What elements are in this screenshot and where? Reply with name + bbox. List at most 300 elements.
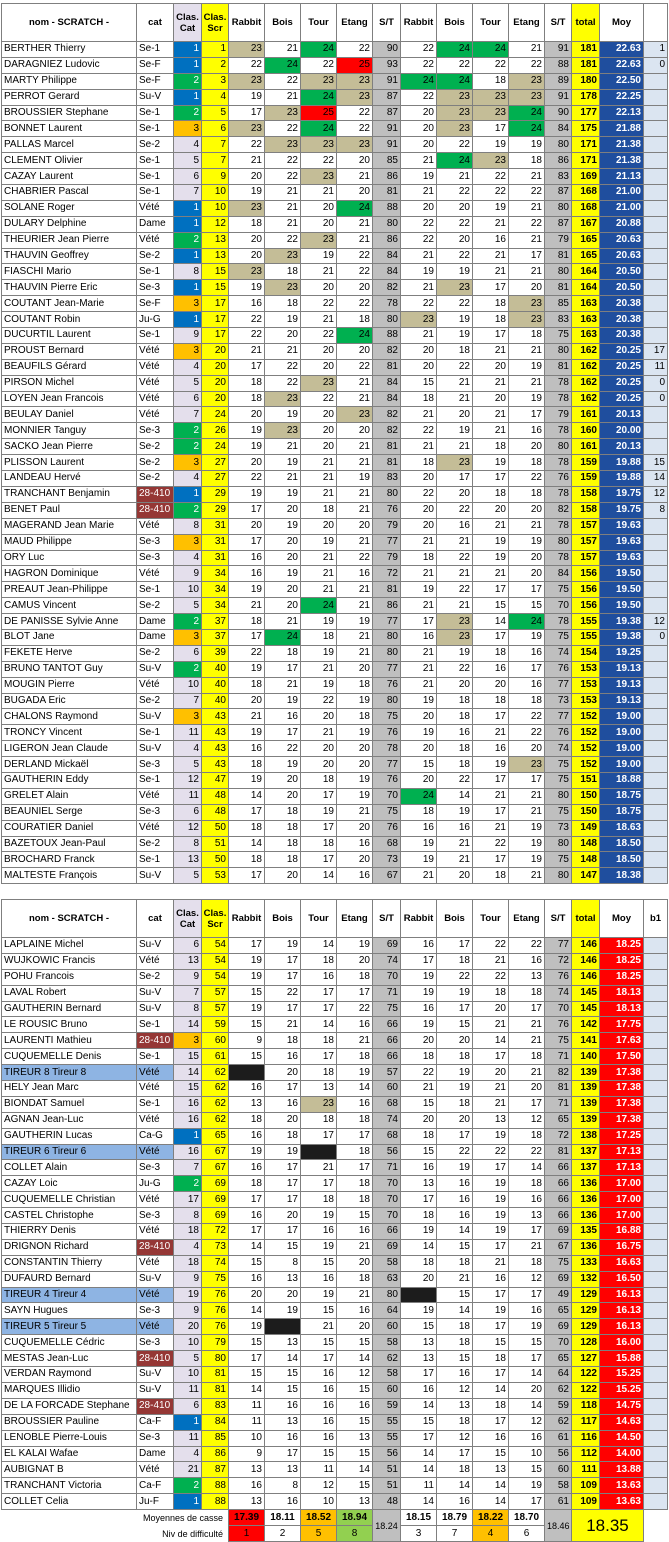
cell-rabbit-1: 16 (229, 1208, 265, 1224)
cell-etang-2: 20 (509, 741, 545, 757)
cell-total: 162 (572, 375, 600, 391)
cell-b1 (644, 868, 668, 884)
cell-cat: Su-V (137, 661, 174, 677)
col-rabbit-2: Rabbit (401, 4, 437, 42)
cell-moy: 17.63 (600, 1033, 644, 1049)
cell-bois-2: 15 (437, 1351, 473, 1367)
cell-st-2: 59 (545, 1398, 572, 1414)
cell-st-2: 80 (545, 534, 572, 550)
cell-st-2: 81 (545, 1144, 572, 1160)
cell-etang-1: 20 (337, 153, 373, 169)
cell-tour-1: 18 (301, 836, 337, 852)
cell-etang-1: 20 (337, 741, 373, 757)
cell-cat: Se-1 (137, 105, 174, 121)
cell-clas-cat: 7 (174, 693, 202, 709)
results-table-2 (1, 899, 668, 1542)
cell-total: 139 (572, 1081, 600, 1097)
cell-st-2: 80 (545, 137, 572, 153)
table-row (2, 645, 668, 661)
cell-total: 129 (572, 1303, 600, 1319)
cell-bois-1: 13 (265, 1335, 301, 1351)
cell-st-2: 75 (545, 1033, 572, 1049)
cell-bois-2: 19 (437, 264, 473, 280)
cell-cat: Su-V (137, 938, 174, 954)
cell-etang-2: 19 (509, 1478, 545, 1494)
cell-st-1: 70 (373, 969, 401, 985)
cell-moy: 20.50 (600, 280, 644, 296)
cell-bois-2: 22 (437, 772, 473, 788)
cell-bois-1: 23 (265, 280, 301, 296)
cell-clas-scr: 74 (202, 1255, 229, 1271)
cell-rabbit-2: 20 (401, 741, 437, 757)
cell-etang-2: 19 (509, 836, 545, 852)
cell-tour-2: 19 (473, 455, 509, 471)
cell-total: 163 (572, 312, 600, 328)
cell-cat: Se-2 (137, 598, 174, 614)
cell-total: 109 (572, 1494, 600, 1510)
cell-tour-1: 20 (301, 359, 337, 375)
cell-etang-1: 21 (337, 375, 373, 391)
cell-b1 (644, 312, 668, 328)
cell-clas-scr: 43 (202, 725, 229, 741)
cell-clas-cat: 13 (174, 852, 202, 868)
cell-st-2: 77 (545, 938, 572, 954)
cell-clas-cat: 4 (174, 1446, 202, 1462)
cell-tour-1: 17 (301, 1128, 337, 1144)
cell-rabbit-2: 16 (401, 1160, 437, 1176)
cell-name: CHABRIER Pascal (2, 185, 137, 201)
cell-moy: 13.63 (600, 1494, 644, 1510)
cell-clas-scr: 10 (202, 200, 229, 216)
cell-clas-scr: 40 (202, 693, 229, 709)
niv-label: Niv de difficulté (162, 1528, 223, 1539)
cell-rabbit-2: 21 (401, 153, 437, 169)
cell-clas-scr: 88 (202, 1478, 229, 1494)
cell-etang-2: 18 (509, 486, 545, 502)
cell-st-2: 75 (545, 757, 572, 773)
cell-rabbit-1: 23 (229, 264, 265, 280)
cell-total: 162 (572, 343, 600, 359)
cell-st-1: 74 (373, 953, 401, 969)
cell-rabbit-1: 13 (229, 1494, 265, 1510)
cell-tour-1: 20 (301, 407, 337, 423)
cell-st-1: 60 (373, 1319, 401, 1335)
cell-etang-2: 18 (509, 1176, 545, 1192)
cell-name: SAYN Hugues (2, 1303, 137, 1319)
cell-moy: 19.50 (600, 598, 644, 614)
cell-tour-1: 20 (301, 439, 337, 455)
cell-clas-cat: 4 (174, 550, 202, 566)
cell-bois-1: 18 (265, 820, 301, 836)
cell-clas-scr: 51 (202, 836, 229, 852)
cell-clas-scr: 53 (202, 868, 229, 884)
table-row (2, 1049, 668, 1065)
results-table-1 (1, 3, 668, 884)
cell-b1 (644, 407, 668, 423)
cell-st-2: 65 (545, 1303, 572, 1319)
cell-rabbit-2: 21 (401, 677, 437, 693)
niv-tour-2: 4 (473, 1526, 509, 1542)
cell-clas-scr: 57 (202, 985, 229, 1001)
cell-tour-1: 20 (301, 200, 337, 216)
cell-tour-1: 23 (301, 169, 337, 185)
cell-rabbit-1: 22 (229, 312, 265, 328)
cell-etang-2: 20 (509, 1081, 545, 1097)
cell-b1 (644, 1351, 668, 1367)
cell-st-1: 91 (373, 137, 401, 153)
table-row (2, 1239, 668, 1255)
cell-rabbit-1: 19 (229, 661, 265, 677)
cell-st-2: 78 (545, 391, 572, 407)
cell-rabbit-1: 20 (229, 518, 265, 534)
cell-bois-1: 17 (265, 969, 301, 985)
cell-etang-2: 14 (509, 1160, 545, 1176)
cell-clas-scr: 69 (202, 1208, 229, 1224)
cell-tour-1: 21 (301, 725, 337, 741)
cell-rabbit-2: 20 (401, 200, 437, 216)
cell-rabbit-1: 20 (229, 248, 265, 264)
cell-rabbit-2: 20 (401, 359, 437, 375)
cell-name: BENET Paul (2, 502, 137, 518)
cell-total: 137 (572, 1144, 600, 1160)
col-tour-2: Tour (473, 4, 509, 42)
cell-st-1: 76 (373, 677, 401, 693)
col-b1 (644, 4, 668, 42)
cell-tour-1: 22 (301, 328, 337, 344)
cell-total: 111 (572, 1462, 600, 1478)
cell-etang-1: 19 (337, 1065, 373, 1081)
cell-clas-scr: 27 (202, 471, 229, 487)
cell-cat: Se-F (137, 296, 174, 312)
cell-st-2: 73 (545, 820, 572, 836)
table-row (2, 264, 668, 280)
cell-total: 122 (572, 1382, 600, 1398)
cell-st-1: 80 (373, 1287, 401, 1303)
cell-rabbit-2: 16 (401, 1001, 437, 1017)
cell-moy: 17.25 (600, 1128, 644, 1144)
cell-b1 (644, 550, 668, 566)
cell-rabbit-1: 19 (229, 582, 265, 598)
cell-tour-1: 23 (301, 375, 337, 391)
cell-moy: 19.13 (600, 661, 644, 677)
cell-cat: Se-3 (137, 280, 174, 296)
cell-cat: Se-1 (137, 1096, 174, 1112)
cell-st-2: 78 (545, 614, 572, 630)
table-row (2, 1398, 668, 1414)
cell-tour-1: 12 (301, 1478, 337, 1494)
cell-etang-2: 22 (509, 938, 545, 954)
cell-rabbit-2 (401, 1287, 437, 1303)
cell-clas-cat: 8 (174, 1001, 202, 1017)
cell-st-2: 78 (545, 518, 572, 534)
cell-clas-scr: 1 (202, 42, 229, 58)
cell-clas-cat: 3 (174, 1033, 202, 1049)
cell-clas-cat: 5 (174, 375, 202, 391)
cell-rabbit-2: 19 (401, 836, 437, 852)
cell-moy: 19.38 (600, 614, 644, 630)
cell-st-2: 71 (545, 1096, 572, 1112)
cell-st-1: 75 (373, 804, 401, 820)
cell-clas-cat: 1 (174, 248, 202, 264)
cell-bois-2: 12 (437, 1430, 473, 1446)
cell-cat: Se-1 (137, 153, 174, 169)
cell-rabbit-2: 21 (401, 598, 437, 614)
cell-clas-cat: 7 (174, 1160, 202, 1176)
cell-cat: Su-V (137, 709, 174, 725)
cell-b1 (644, 1049, 668, 1065)
cell-bois-1: 22 (265, 985, 301, 1001)
moy-tour-1: 18.52 (301, 1510, 337, 1526)
cell-rabbit-1: 14 (229, 788, 265, 804)
table-2-body (2, 938, 668, 1510)
cell-bois-2: 22 (437, 57, 473, 73)
cell-b1 (644, 534, 668, 550)
cell-name: GRELET Alain (2, 788, 137, 804)
table-row (2, 1271, 668, 1287)
cell-etang-1: 21 (337, 169, 373, 185)
cell-rabbit-2: 16 (401, 938, 437, 954)
cell-etang-2: 14 (509, 1398, 545, 1414)
cell-tour-1: 16 (301, 1382, 337, 1398)
cell-name: BROUSSIER Pauline (2, 1414, 137, 1430)
cell-bois-2: 18 (437, 343, 473, 359)
cell-b1 (644, 1398, 668, 1414)
cell-b1 (644, 757, 668, 773)
cell-st-1: 77 (373, 661, 401, 677)
moy-st-1: 18.24 (373, 1510, 401, 1542)
cell-tour-2: 19 (473, 534, 509, 550)
cell-clas-scr: 34 (202, 598, 229, 614)
cell-bois-1: 18 (265, 836, 301, 852)
moy-bois-2: 18.79 (437, 1510, 473, 1526)
cell-clas-scr: 43 (202, 757, 229, 773)
cell-tour-2: 15 (473, 1446, 509, 1462)
cell-total: 180 (572, 73, 600, 89)
cell-total: 152 (572, 757, 600, 773)
cell-cat: Se-3 (137, 804, 174, 820)
cell-tour-2: 17 (473, 772, 509, 788)
cell-bois-2: 18 (437, 757, 473, 773)
cell-etang-2: 20 (509, 439, 545, 455)
cell-bois-1: 15 (265, 1239, 301, 1255)
cell-moy: 19.63 (600, 534, 644, 550)
cell-total: 159 (572, 455, 600, 471)
moy-tour-2: 18.22 (473, 1510, 509, 1526)
table-row (2, 629, 668, 645)
cell-clas-scr: 65 (202, 1128, 229, 1144)
cell-st-1: 70 (373, 1192, 401, 1208)
cell-bois-1: 17 (265, 1160, 301, 1176)
cell-cat: Se-2 (137, 455, 174, 471)
table-row (2, 1208, 668, 1224)
cell-etang-1: 18 (337, 969, 373, 985)
cell-moy: 21.38 (600, 137, 644, 153)
cell-st-2: 77 (545, 677, 572, 693)
cell-total: 122 (572, 1367, 600, 1383)
cell-rabbit-1: 17 (229, 1224, 265, 1240)
cell-cat: Vété (137, 1224, 174, 1240)
cell-tour-2: 18 (473, 439, 509, 455)
cell-name: BAZETOUX Jean-Paul (2, 836, 137, 852)
cell-rabbit-2: 21 (401, 407, 437, 423)
table-row (2, 1414, 668, 1430)
cell-moy: 20.25 (600, 375, 644, 391)
cell-st-1: 77 (373, 614, 401, 630)
cell-tour-1: 24 (301, 89, 337, 105)
cell-etang-2: 24 (509, 121, 545, 137)
cell-rabbit-1: 20 (229, 1287, 265, 1303)
cell-etang-2: 21 (509, 169, 545, 185)
cell-clas-scr: 31 (202, 534, 229, 550)
cell-st-2: 82 (545, 502, 572, 518)
cell-name: THAUVIN Geoffrey (2, 248, 137, 264)
cell-rabbit-1: 16 (229, 741, 265, 757)
cell-moy: 21.00 (600, 200, 644, 216)
cell-rabbit-1: 20 (229, 232, 265, 248)
cell-total: 133 (572, 1255, 600, 1271)
cell-st-1: 80 (373, 312, 401, 328)
table-row (2, 1367, 668, 1383)
cell-rabbit-1: 22 (229, 328, 265, 344)
cell-tour-2: 22 (473, 1144, 509, 1160)
cell-st-2: 75 (545, 582, 572, 598)
cell-tour-2: 19 (473, 1176, 509, 1192)
cell-bois-1: 17 (265, 1176, 301, 1192)
table-row (2, 1462, 668, 1478)
cell-tour-2: 18 (473, 985, 509, 1001)
table-row (2, 1017, 668, 1033)
table-row (2, 57, 668, 73)
cell-cat: Se-1 (137, 1049, 174, 1065)
cell-etang-2: 19 (509, 391, 545, 407)
cell-clas-cat: 14 (174, 1017, 202, 1033)
cell-clas-cat: 6 (174, 645, 202, 661)
cell-tour-1: 21 (301, 185, 337, 201)
grand-average: 18.35 (572, 1510, 644, 1542)
cell-etang-2: 21 (509, 1065, 545, 1081)
cell-b1 (644, 1430, 668, 1446)
cell-rabbit-2: 20 (401, 1033, 437, 1049)
cell-total: 159 (572, 471, 600, 487)
cell-b1 (644, 105, 668, 121)
cell-tour-2: 14 (473, 1478, 509, 1494)
cell-rabbit-2: 13 (401, 1351, 437, 1367)
cell-tour-1: 17 (301, 820, 337, 836)
cell-tour-2: 18 (473, 73, 509, 89)
cell-total: 156 (572, 582, 600, 598)
cell-moy: 20.38 (600, 328, 644, 344)
cell-st-1: 71 (373, 1160, 401, 1176)
cell-bois-2: 22 (437, 661, 473, 677)
cell-rabbit-2: 13 (401, 1335, 437, 1351)
cell-rabbit-2: 14 (401, 1398, 437, 1414)
cell-etang-2: 21 (509, 232, 545, 248)
cell-moy: 21.00 (600, 185, 644, 201)
cell-tour-2: 16 (473, 741, 509, 757)
cell-bois-2: 20 (437, 407, 473, 423)
cell-rabbit-2: 19 (401, 693, 437, 709)
cell-bois-1: 20 (265, 772, 301, 788)
cell-moy: 20.13 (600, 407, 644, 423)
cell-tour-1: 24 (301, 121, 337, 137)
cell-clas-cat: 11 (174, 1382, 202, 1398)
cell-total: 181 (572, 57, 600, 73)
cell-cat: Dame (137, 614, 174, 630)
cell-name: ORY Luc (2, 550, 137, 566)
cell-clas-scr: 13 (202, 248, 229, 264)
cell-moy: 22.63 (600, 57, 644, 73)
table-row (2, 534, 668, 550)
cell-moy: 16.13 (600, 1287, 644, 1303)
cell-clas-scr: 50 (202, 852, 229, 868)
cell-total: 145 (572, 1001, 600, 1017)
cell-clas-cat: 2 (174, 73, 202, 89)
table-row (2, 938, 668, 954)
cell-st-2: 61 (545, 1430, 572, 1446)
cell-clas-scr: 7 (202, 137, 229, 153)
cell-etang-1: 20 (337, 423, 373, 439)
cell-tour-2: 17 (473, 1239, 509, 1255)
cell-st-2: 58 (545, 1478, 572, 1494)
cell-name: CUQUEMELLE Denis (2, 1049, 137, 1065)
cell-cat: Vété (137, 375, 174, 391)
cell-tour-2: 17 (473, 280, 509, 296)
cell-st-2: 74 (545, 645, 572, 661)
table-row (2, 185, 668, 201)
table-row (2, 1335, 668, 1351)
cell-total: 153 (572, 661, 600, 677)
cell-tour-1: 21 (301, 264, 337, 280)
cell-cat: Ca-F (137, 1478, 174, 1494)
cell-rabbit-1 (229, 1065, 265, 1081)
cell-tour-2: 21 (473, 953, 509, 969)
cell-clas-cat: 12 (174, 820, 202, 836)
cell-clas-cat: 2 (174, 1176, 202, 1192)
cell-cat: Se-3 (137, 1430, 174, 1446)
cell-moy: 19.00 (600, 741, 644, 757)
cell-clas-cat: 11 (174, 725, 202, 741)
cell-b1 (644, 985, 668, 1001)
cell-tour-2: 17 (473, 121, 509, 137)
cell-name: MAGERAND Jean Marie (2, 518, 137, 534)
cell-clas-cat: 8 (174, 264, 202, 280)
table-row (2, 693, 668, 709)
cell-clas-cat: 15 (174, 1081, 202, 1097)
cell-tour-1: 21 (301, 582, 337, 598)
cell-cat: Vété (137, 566, 174, 582)
cell-etang-2: 13 (509, 969, 545, 985)
cell-bois-1: 19 (265, 1144, 301, 1160)
cell-b1 (644, 1446, 668, 1462)
cell-total: 161 (572, 407, 600, 423)
cell-total: 181 (572, 42, 600, 58)
cell-rabbit-2: 20 (401, 518, 437, 534)
cell-moy: 16.00 (600, 1335, 644, 1351)
cell-b1 (644, 423, 668, 439)
cell-name: PROUST Bernard (2, 343, 137, 359)
cell-etang-2: 23 (509, 89, 545, 105)
cell-tour-2: 14 (473, 1382, 509, 1398)
cell-rabbit-2: 20 (401, 343, 437, 359)
cell-etang-2: 21 (509, 264, 545, 280)
cell-clas-cat: 1 (174, 42, 202, 58)
cell-st-2: 83 (545, 169, 572, 185)
cell-b1 (644, 121, 668, 137)
cell-bois-1: 19 (265, 566, 301, 582)
cell-clas-scr: 86 (202, 1446, 229, 1462)
cell-moy: 20.63 (600, 248, 644, 264)
cell-bois-2: 19 (437, 1081, 473, 1097)
